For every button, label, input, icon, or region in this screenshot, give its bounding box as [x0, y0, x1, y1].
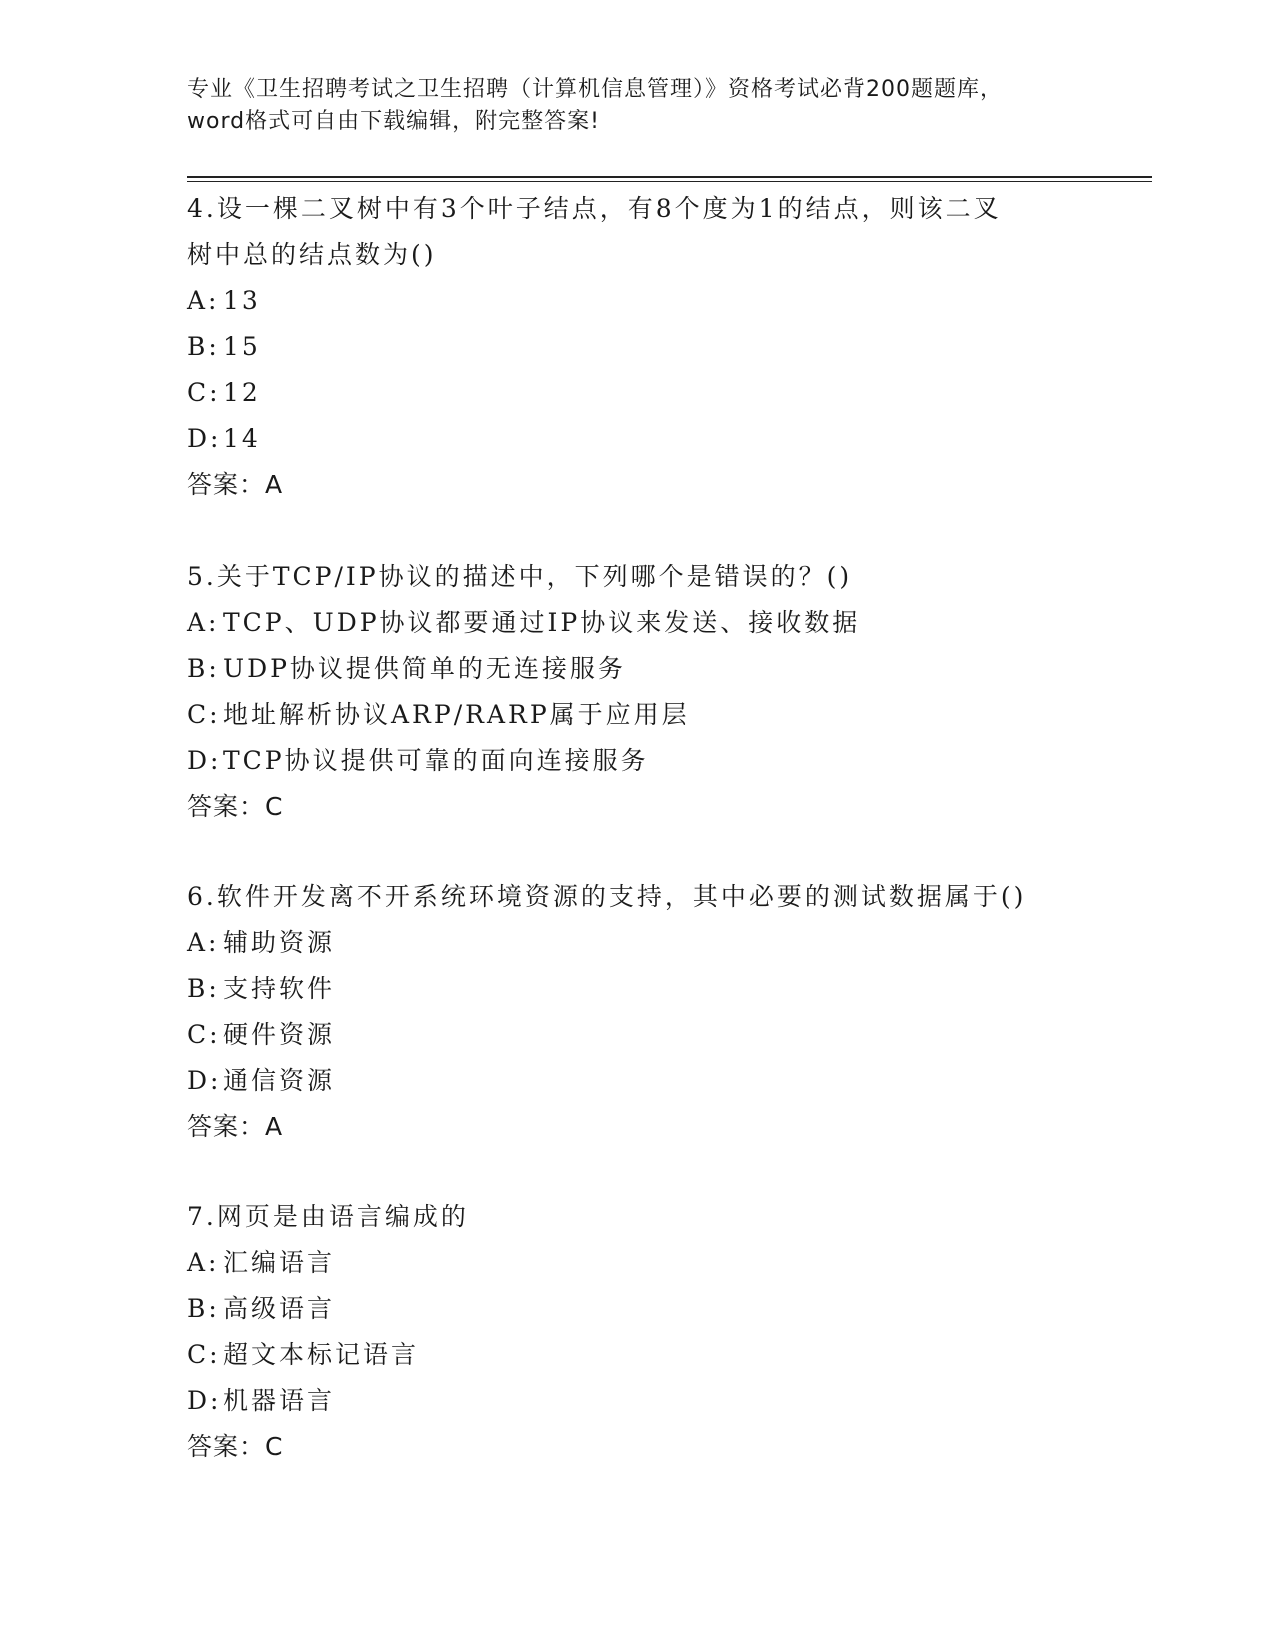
option-text: 地址解析协议ARP/RARP属于应用层 — [223, 700, 690, 729]
option-c — [187, 370, 1087, 416]
option-text: 15 — [223, 332, 261, 361]
option-a — [187, 1240, 1087, 1286]
option-letter: A: — [187, 286, 220, 315]
option-letter: B: — [187, 332, 220, 361]
option-a — [187, 278, 1087, 324]
header-divider-thick — [187, 176, 1152, 178]
option-b — [187, 646, 1087, 692]
answer-line: 答案：C — [187, 1432, 284, 1461]
option-c — [187, 1332, 1087, 1378]
header-line-1: 专业《卫生招聘考试之卫生招聘（计算机信息管理）》资格考试必背200题题库， — [187, 77, 1003, 102]
option-letter: D: — [187, 1386, 222, 1415]
question-stem-line: 6.软件开发离不开系统环境资源的支持，其中必要的测试数据属于() — [187, 882, 1027, 911]
option-a — [187, 920, 1087, 966]
option-letter: D: — [187, 746, 222, 775]
option-text: 支持软件 — [223, 974, 336, 1003]
option-text: 13 — [223, 286, 261, 315]
header-divider-thin — [187, 181, 1152, 182]
document-header — [187, 74, 1087, 138]
option-text: 超文本标记语言 — [223, 1340, 420, 1369]
question-4 — [187, 186, 1087, 508]
option-letter: D: — [187, 424, 222, 453]
option-text: 辅助资源 — [223, 928, 336, 957]
option-text: TCP、UDP协议都要通过IP协议来发送、接收数据 — [223, 608, 861, 637]
option-letter: C: — [187, 378, 221, 407]
option-b — [187, 324, 1087, 370]
option-b — [187, 966, 1087, 1012]
answer-line: 答案：A — [187, 470, 284, 499]
option-letter: C: — [187, 1020, 221, 1049]
question-stem-line: 5.关于TCP/IP协议的描述中，下列哪个是错误的？() — [187, 562, 853, 591]
option-text: 通信资源 — [223, 1066, 336, 1095]
option-text: TCP协议提供可靠的面向连接服务 — [223, 746, 649, 775]
answer-line: 答案：C — [187, 792, 284, 821]
option-d — [187, 1378, 1087, 1424]
option-letter: A: — [187, 608, 220, 637]
option-letter: A: — [187, 1248, 220, 1277]
option-d — [187, 1058, 1087, 1104]
option-c — [187, 692, 1087, 738]
option-text: 12 — [223, 378, 261, 407]
question-stem-line: 7.网页是由语言编成的 — [187, 1202, 469, 1231]
option-text: 汇编语言 — [223, 1248, 336, 1277]
option-text: 机器语言 — [223, 1386, 336, 1415]
option-d — [187, 738, 1087, 784]
option-letter: A: — [187, 928, 220, 957]
header-line-2: word格式可自由下载编辑，附完整答案! — [187, 109, 600, 134]
option-letter: D: — [187, 1066, 222, 1095]
option-text: 14 — [223, 424, 261, 453]
option-letter: B: — [187, 654, 220, 683]
question-stem-line: 4.设一棵二叉树中有3个叶子结点，有8个度为1的结点，则该二叉 — [187, 194, 1002, 223]
option-b — [187, 1286, 1087, 1332]
answer-line: 答案：A — [187, 1112, 284, 1141]
option-a — [187, 600, 1087, 646]
option-text: 高级语言 — [223, 1294, 336, 1323]
option-letter: B: — [187, 974, 220, 1003]
option-letter: B: — [187, 1294, 220, 1323]
question-stem-line: 树中总的结点数为() — [187, 240, 437, 269]
question-7 — [187, 1194, 1087, 1470]
option-text: UDP协议提供简单的无连接服务 — [223, 654, 626, 683]
question-5 — [187, 554, 1087, 830]
option-letter: C: — [187, 1340, 221, 1369]
option-c — [187, 1012, 1087, 1058]
option-text: 硬件资源 — [223, 1020, 336, 1049]
option-letter: C: — [187, 700, 221, 729]
option-d — [187, 416, 1087, 462]
question-6 — [187, 874, 1087, 1150]
